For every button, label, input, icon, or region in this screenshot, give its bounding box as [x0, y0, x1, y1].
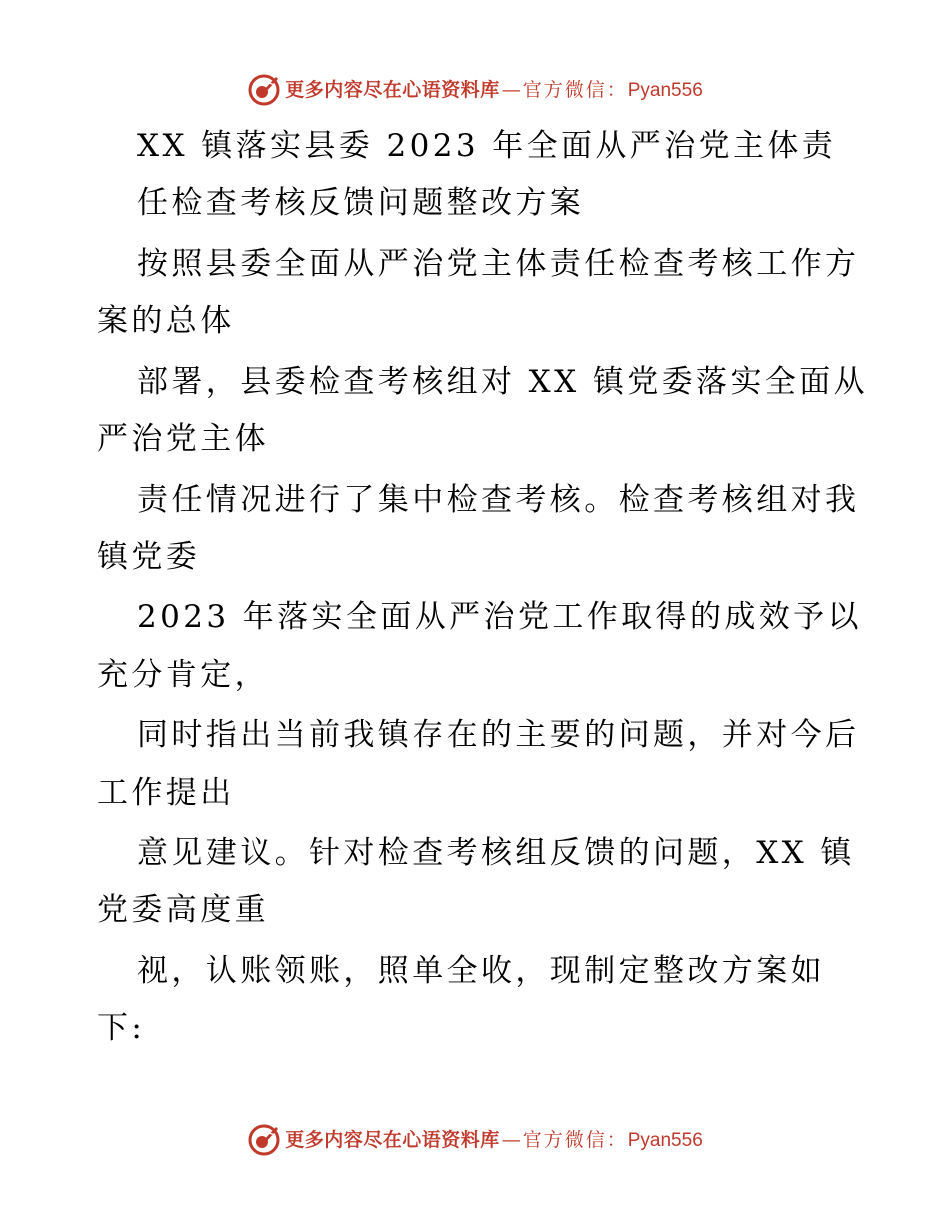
watermark-main-text: 更多内容尽在心语资料库 — [285, 78, 500, 101]
paragraph-line: 同时指出当前我镇存在的主要的问题，并对今后 — [137, 717, 860, 753]
watermark-wechat-id: Pyan556 — [627, 1129, 703, 1151]
paragraph-line: 下: — [97, 1010, 146, 1046]
paragraph-line: 2023 年落实全面从严治党工作取得的成效予以 — [137, 599, 862, 635]
footer-watermark — [0, 1120, 950, 1160]
watermark-main-text: 更多内容尽在心语资料库 — [285, 1128, 500, 1151]
header-watermark — [0, 70, 950, 110]
watermark-text — [285, 1128, 703, 1151]
paragraph-line: 按照县委全面从严治党主体责任检查考核工作方 — [137, 246, 860, 282]
paragraph-line: 部署，县委检查考核组对 XX 镇党委落实全面从 — [137, 364, 869, 400]
watermark-text — [285, 78, 703, 101]
watermark-official-label: 官方微信： — [522, 1128, 628, 1151]
paragraph-line: 党委高度重 — [97, 892, 269, 928]
paragraph-line: 严治党主体 — [97, 421, 269, 457]
paragraph-line: 视，认账领账，照单全收，现制定整改方案如 — [137, 953, 825, 989]
paragraph-line: 镇党委 — [97, 539, 201, 575]
paragraph-line: 工作提出 — [97, 775, 235, 811]
watermark-separator: — — [501, 1128, 521, 1151]
paragraph-line: 充分肯定， — [97, 657, 269, 693]
watermark-separator: — — [501, 78, 521, 101]
watermark-wechat-id: Pyan556 — [627, 79, 703, 101]
document-title-line-2: 任检查考核反馈问题整改方案 — [137, 185, 585, 221]
paragraph-line: 意见建议。针对检查考核组反馈的问题，XX 镇 — [137, 835, 855, 871]
document-title-line-1: XX 镇落实县委 2023 年全面从严治党主体责 — [137, 128, 837, 164]
paragraph-line: 案的总体 — [97, 303, 235, 339]
quill-logo-icon — [247, 1123, 281, 1157]
paragraph-line: 责任情况进行了集中检查考核。检查考核组对我 — [137, 482, 860, 518]
quill-logo-icon — [247, 73, 281, 107]
watermark-official-label: 官方微信： — [522, 78, 628, 101]
